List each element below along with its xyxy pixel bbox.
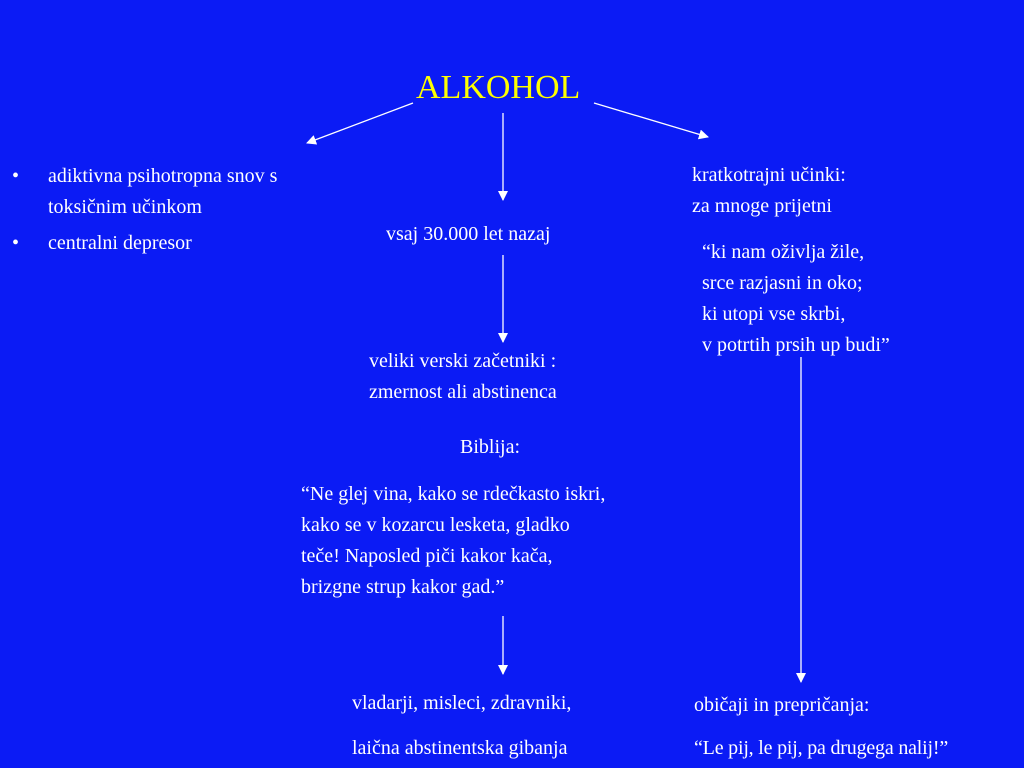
saying-text: “Le pij, le pij, pa drugega nalij!” (694, 737, 949, 759)
bullet-line: adiktivna psihotropna snov s (48, 165, 278, 187)
founders-line: veliki verski začetniki : (369, 350, 557, 372)
bullet-dot: • (12, 165, 20, 187)
founders-block (369, 346, 557, 408)
quote-line: “Ne glej vina, kako se rdečkasto iskri, (301, 483, 606, 505)
bible-quote (301, 479, 605, 603)
poem-line: “ki nam oživlja žile, (702, 241, 865, 263)
effects-line: kratkotrajni učinki: (692, 164, 846, 186)
bible-label: Biblija: (460, 436, 520, 458)
customs-text: običaji in prepričanja: (694, 694, 870, 716)
slide-title: ALKOHOL (416, 69, 581, 106)
quote-line: teče! Naposled piči kakor kača, (301, 545, 553, 567)
poem-line: v potrtih prsih up budi” (702, 334, 890, 356)
bullet-line: centralni depresor (48, 232, 192, 254)
rulers-text: vladarji, misleci, zdravniki, (352, 692, 572, 714)
poem-block (702, 237, 890, 361)
effects-block (692, 160, 846, 222)
quote-line: brizgne strup kakor gad.” (301, 576, 505, 598)
bullet-item (12, 228, 277, 259)
movements-text: laična abstinentska gibanja (352, 737, 568, 759)
poem-line: srce razjasni in oko; (702, 272, 863, 294)
bullet-dot: • (12, 232, 20, 254)
arrow-title-to-right (594, 103, 708, 137)
years-text: vsaj 30.000 let nazaj (386, 223, 551, 245)
quote-line: kako se v kozarcu lesketa, gladko (301, 514, 570, 536)
poem-line: ki utopi vse skrbi, (702, 303, 846, 325)
bullet-line: toksičnim učinkom (48, 196, 202, 218)
founders-line: zmernost ali abstinenca (369, 381, 557, 403)
effects-line: za mnoge prijetni (692, 195, 832, 217)
left-bullet-list (12, 161, 277, 264)
bullet-item (12, 161, 277, 223)
arrow-title-to-left (307, 103, 413, 143)
